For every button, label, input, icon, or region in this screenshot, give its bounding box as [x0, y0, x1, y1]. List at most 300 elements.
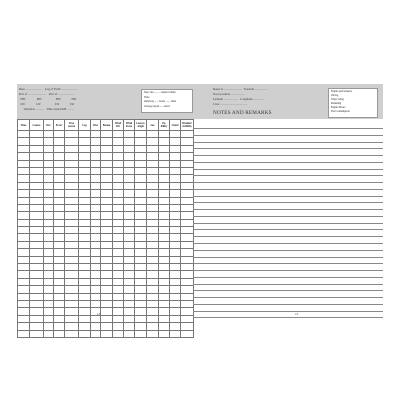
table-cell[interactable]: [147, 167, 159, 174]
table-cell[interactable]: [79, 227, 91, 234]
table-cell[interactable]: [147, 330, 159, 337]
table-cell[interactable]: [44, 167, 54, 174]
table-cell[interactable]: [113, 241, 124, 248]
table-cell[interactable]: [113, 197, 124, 204]
table-cell[interactable]: [135, 256, 147, 263]
table-cell[interactable]: [181, 256, 194, 263]
table-cell[interactable]: [170, 182, 181, 189]
table-cell[interactable]: [181, 234, 194, 241]
table-cell[interactable]: [30, 212, 44, 219]
table-cell[interactable]: [159, 197, 170, 204]
table-cell[interactable]: [147, 160, 159, 167]
notes-line[interactable]: [193, 264, 383, 271]
table-cell[interactable]: [147, 204, 159, 211]
table-cell[interactable]: [113, 219, 124, 226]
table-cell[interactable]: [54, 308, 65, 315]
table-cell[interactable]: [65, 286, 79, 293]
table-cell[interactable]: [147, 300, 159, 307]
table-cell[interactable]: [181, 167, 194, 174]
table-cell[interactable]: [54, 256, 65, 263]
table-cell[interactable]: [135, 160, 147, 167]
table-cell[interactable]: [79, 197, 91, 204]
table-cell[interactable]: [181, 286, 194, 293]
table-cell[interactable]: [18, 249, 30, 256]
table-cell[interactable]: [54, 278, 65, 285]
table-cell[interactable]: [79, 264, 91, 271]
table-cell[interactable]: [135, 241, 147, 248]
table-cell[interactable]: [170, 234, 181, 241]
table-cell[interactable]: [181, 197, 194, 204]
table-cell[interactable]: [79, 293, 91, 300]
table-cell[interactable]: [18, 145, 30, 152]
table-cell[interactable]: [124, 271, 135, 278]
table-cell[interactable]: [18, 190, 30, 197]
table-cell[interactable]: [147, 249, 159, 256]
table-cell[interactable]: [170, 330, 181, 337]
table-cell[interactable]: [101, 131, 113, 138]
table-cell[interactable]: [65, 300, 79, 307]
table-cell[interactable]: [79, 256, 91, 263]
table-cell[interactable]: [101, 278, 113, 285]
table-cell[interactable]: [124, 182, 135, 189]
table-cell[interactable]: [124, 160, 135, 167]
table-cell[interactable]: [147, 212, 159, 219]
table-cell[interactable]: [18, 315, 30, 322]
table-cell[interactable]: [147, 264, 159, 271]
table-cell[interactable]: [135, 323, 147, 330]
table-cell[interactable]: [79, 204, 91, 211]
table-cell[interactable]: [54, 138, 65, 145]
table-cell[interactable]: [147, 190, 159, 197]
table-cell[interactable]: [91, 204, 101, 211]
table-cell[interactable]: [18, 330, 30, 337]
table-cell[interactable]: [170, 227, 181, 234]
notes-line[interactable]: [193, 278, 383, 285]
table-cell[interactable]: [113, 182, 124, 189]
table-cell[interactable]: [101, 308, 113, 315]
table-cell[interactable]: [159, 300, 170, 307]
table-cell[interactable]: [79, 138, 91, 145]
table-cell[interactable]: [159, 131, 170, 138]
table-cell[interactable]: [79, 212, 91, 219]
table-cell[interactable]: [159, 234, 170, 241]
table-cell[interactable]: [147, 308, 159, 315]
table-cell[interactable]: [181, 227, 194, 234]
table-cell[interactable]: [54, 286, 65, 293]
table-cell[interactable]: [65, 167, 79, 174]
table-cell[interactable]: [30, 145, 44, 152]
table-cell[interactable]: [135, 234, 147, 241]
table-cell[interactable]: [135, 182, 147, 189]
table-cell[interactable]: [170, 219, 181, 226]
table-cell[interactable]: [159, 153, 170, 160]
table-cell[interactable]: [124, 300, 135, 307]
table-cell[interactable]: [135, 197, 147, 204]
table-cell[interactable]: [170, 278, 181, 285]
table-cell[interactable]: [91, 182, 101, 189]
table-cell[interactable]: [113, 153, 124, 160]
table-cell[interactable]: [159, 323, 170, 330]
table-cell[interactable]: [113, 330, 124, 337]
table-cell[interactable]: [147, 175, 159, 182]
table-cell[interactable]: [135, 330, 147, 337]
table-cell[interactable]: [147, 241, 159, 248]
table-cell[interactable]: [54, 300, 65, 307]
table-cell[interactable]: [91, 323, 101, 330]
table-cell[interactable]: [91, 175, 101, 182]
table-cell[interactable]: [124, 197, 135, 204]
table-cell[interactable]: [135, 190, 147, 197]
table-cell[interactable]: [113, 308, 124, 315]
table-cell[interactable]: [44, 227, 54, 234]
table-cell[interactable]: [181, 190, 194, 197]
table-cell[interactable]: [124, 227, 135, 234]
table-cell[interactable]: [65, 212, 79, 219]
table-cell[interactable]: [181, 249, 194, 256]
table-cell[interactable]: [91, 256, 101, 263]
table-cell[interactable]: [124, 278, 135, 285]
table-cell[interactable]: [135, 308, 147, 315]
table-cell[interactable]: [135, 212, 147, 219]
table-cell[interactable]: [170, 131, 181, 138]
table-cell[interactable]: [147, 286, 159, 293]
table-cell[interactable]: [101, 323, 113, 330]
table-cell[interactable]: [113, 264, 124, 271]
table-cell[interactable]: [135, 219, 147, 226]
table-cell[interactable]: [30, 249, 44, 256]
table-cell[interactable]: [124, 234, 135, 241]
table-cell[interactable]: [18, 323, 30, 330]
table-cell[interactable]: [147, 219, 159, 226]
table-cell[interactable]: [159, 145, 170, 152]
table-cell[interactable]: [124, 190, 135, 197]
table-cell[interactable]: [101, 256, 113, 263]
table-cell[interactable]: [79, 131, 91, 138]
table-cell[interactable]: [91, 286, 101, 293]
table-cell[interactable]: [54, 293, 65, 300]
table-cell[interactable]: [135, 138, 147, 145]
table-cell[interactable]: [44, 271, 54, 278]
table-cell[interactable]: [54, 212, 65, 219]
table-cell[interactable]: [54, 197, 65, 204]
table-cell[interactable]: [65, 271, 79, 278]
table-cell[interactable]: [135, 227, 147, 234]
notes-line[interactable]: [193, 298, 383, 305]
table-cell[interactable]: [79, 241, 91, 248]
table-cell[interactable]: [101, 219, 113, 226]
table-cell[interactable]: [101, 234, 113, 241]
table-cell[interactable]: [181, 212, 194, 219]
table-cell[interactable]: [101, 286, 113, 293]
table-cell[interactable]: [159, 293, 170, 300]
table-cell[interactable]: [30, 300, 44, 307]
table-cell[interactable]: [79, 300, 91, 307]
table-cell[interactable]: [181, 330, 194, 337]
table-cell[interactable]: [18, 182, 30, 189]
table-cell[interactable]: [101, 227, 113, 234]
notes-line[interactable]: [193, 183, 383, 190]
table-cell[interactable]: [54, 323, 65, 330]
table-cell[interactable]: [30, 138, 44, 145]
table-cell[interactable]: [159, 182, 170, 189]
table-cell[interactable]: [159, 212, 170, 219]
table-cell[interactable]: [101, 175, 113, 182]
table-cell[interactable]: [30, 204, 44, 211]
table-cell[interactable]: [18, 234, 30, 241]
table-cell[interactable]: [147, 138, 159, 145]
table-cell[interactable]: [30, 323, 44, 330]
table-cell[interactable]: [101, 160, 113, 167]
table-cell[interactable]: [44, 256, 54, 263]
table-cell[interactable]: [54, 190, 65, 197]
table-cell[interactable]: [30, 330, 44, 337]
notes-line[interactable]: [193, 251, 383, 258]
table-cell[interactable]: [147, 271, 159, 278]
table-cell[interactable]: [159, 278, 170, 285]
table-cell[interactable]: [18, 271, 30, 278]
table-cell[interactable]: [170, 153, 181, 160]
table-cell[interactable]: [159, 167, 170, 174]
table-cell[interactable]: [135, 315, 147, 322]
notes-line[interactable]: [193, 285, 383, 292]
table-cell[interactable]: [44, 182, 54, 189]
table-cell[interactable]: [18, 204, 30, 211]
table-cell[interactable]: [101, 182, 113, 189]
table-cell[interactable]: [79, 234, 91, 241]
table-cell[interactable]: [113, 293, 124, 300]
table-cell[interactable]: [30, 182, 44, 189]
table-cell[interactable]: [65, 323, 79, 330]
table-cell[interactable]: [91, 212, 101, 219]
notes-line[interactable]: [193, 170, 383, 177]
table-cell[interactable]: [54, 271, 65, 278]
table-cell[interactable]: [181, 308, 194, 315]
table-cell[interactable]: [44, 249, 54, 256]
table-cell[interactable]: [124, 264, 135, 271]
table-cell[interactable]: [113, 227, 124, 234]
table-cell[interactable]: [147, 234, 159, 241]
table-cell[interactable]: [65, 138, 79, 145]
notes-line[interactable]: [193, 149, 383, 156]
table-cell[interactable]: [170, 204, 181, 211]
table-cell[interactable]: [113, 315, 124, 322]
table-cell[interactable]: [159, 160, 170, 167]
table-cell[interactable]: [91, 153, 101, 160]
table-cell[interactable]: [113, 131, 124, 138]
table-cell[interactable]: [170, 315, 181, 322]
notes-line[interactable]: [193, 217, 383, 224]
table-cell[interactable]: [18, 219, 30, 226]
table-cell[interactable]: [135, 264, 147, 271]
table-cell[interactable]: [18, 286, 30, 293]
table-cell[interactable]: [44, 323, 54, 330]
table-cell[interactable]: [170, 264, 181, 271]
table-cell[interactable]: [65, 256, 79, 263]
table-cell[interactable]: [113, 278, 124, 285]
table-cell[interactable]: [30, 219, 44, 226]
table-cell[interactable]: [65, 153, 79, 160]
table-cell[interactable]: [65, 293, 79, 300]
table-cell[interactable]: [181, 219, 194, 226]
table-cell[interactable]: [18, 153, 30, 160]
table-cell[interactable]: [54, 330, 65, 337]
table-cell[interactable]: [91, 271, 101, 278]
table-cell[interactable]: [54, 264, 65, 271]
table-cell[interactable]: [135, 153, 147, 160]
table-cell[interactable]: [159, 315, 170, 322]
table-cell[interactable]: [18, 308, 30, 315]
table-cell[interactable]: [44, 286, 54, 293]
table-cell[interactable]: [44, 300, 54, 307]
table-cell[interactable]: [44, 204, 54, 211]
table-cell[interactable]: [181, 300, 194, 307]
table-cell[interactable]: [30, 264, 44, 271]
table-cell[interactable]: [65, 182, 79, 189]
table-cell[interactable]: [181, 315, 194, 322]
table-cell[interactable]: [170, 197, 181, 204]
table-cell[interactable]: [124, 256, 135, 263]
notes-line[interactable]: [193, 203, 383, 210]
table-cell[interactable]: [170, 241, 181, 248]
table-cell[interactable]: [101, 138, 113, 145]
table-cell[interactable]: [124, 241, 135, 248]
table-cell[interactable]: [147, 256, 159, 263]
table-cell[interactable]: [124, 293, 135, 300]
table-cell[interactable]: [79, 330, 91, 337]
table-cell[interactable]: [113, 160, 124, 167]
table-cell[interactable]: [147, 182, 159, 189]
table-cell[interactable]: [18, 160, 30, 167]
table-cell[interactable]: [44, 308, 54, 315]
table-cell[interactable]: [135, 249, 147, 256]
table-cell[interactable]: [65, 308, 79, 315]
table-cell[interactable]: [170, 323, 181, 330]
table-cell[interactable]: [54, 131, 65, 138]
table-cell[interactable]: [147, 145, 159, 152]
table-cell[interactable]: [181, 204, 194, 211]
table-cell[interactable]: [65, 160, 79, 167]
table-cell[interactable]: [65, 249, 79, 256]
notes-line[interactable]: [193, 291, 383, 298]
table-cell[interactable]: [65, 278, 79, 285]
table-cell[interactable]: [124, 175, 135, 182]
table-cell[interactable]: [181, 323, 194, 330]
table-cell[interactable]: [79, 190, 91, 197]
table-cell[interactable]: [135, 175, 147, 182]
table-cell[interactable]: [181, 241, 194, 248]
notes-line[interactable]: [193, 176, 383, 183]
table-cell[interactable]: [147, 131, 159, 138]
table-cell[interactable]: [159, 241, 170, 248]
table-cell[interactable]: [113, 175, 124, 182]
table-cell[interactable]: [91, 249, 101, 256]
table-cell[interactable]: [159, 190, 170, 197]
table-cell[interactable]: [124, 138, 135, 145]
table-cell[interactable]: [54, 219, 65, 226]
notes-line[interactable]: [193, 312, 383, 319]
table-cell[interactable]: [101, 190, 113, 197]
table-cell[interactable]: [147, 197, 159, 204]
notes-line[interactable]: [193, 119, 383, 129]
table-cell[interactable]: [30, 227, 44, 234]
table-cell[interactable]: [181, 145, 194, 152]
table-cell[interactable]: [30, 131, 44, 138]
table-cell[interactable]: [18, 175, 30, 182]
table-cell[interactable]: [91, 241, 101, 248]
table-cell[interactable]: [170, 286, 181, 293]
table-cell[interactable]: [124, 330, 135, 337]
table-cell[interactable]: [147, 227, 159, 234]
table-cell[interactable]: [124, 323, 135, 330]
table-cell[interactable]: [44, 190, 54, 197]
notes-line[interactable]: [193, 244, 383, 251]
table-cell[interactable]: [135, 271, 147, 278]
notes-line[interactable]: [193, 224, 383, 231]
table-cell[interactable]: [159, 249, 170, 256]
table-cell[interactable]: [30, 315, 44, 322]
table-cell[interactable]: [18, 278, 30, 285]
table-cell[interactable]: [170, 293, 181, 300]
table-cell[interactable]: [30, 271, 44, 278]
table-cell[interactable]: [54, 249, 65, 256]
table-cell[interactable]: [30, 308, 44, 315]
table-cell[interactable]: [54, 153, 65, 160]
table-cell[interactable]: [101, 204, 113, 211]
table-cell[interactable]: [44, 131, 54, 138]
table-cell[interactable]: [54, 227, 65, 234]
table-cell[interactable]: [170, 160, 181, 167]
table-cell[interactable]: [181, 160, 194, 167]
table-cell[interactable]: [113, 249, 124, 256]
table-cell[interactable]: [135, 278, 147, 285]
table-cell[interactable]: [181, 264, 194, 271]
notes-line[interactable]: [193, 230, 383, 237]
table-cell[interactable]: [159, 308, 170, 315]
table-cell[interactable]: [54, 234, 65, 241]
table-cell[interactable]: [91, 300, 101, 307]
table-cell[interactable]: [54, 241, 65, 248]
table-cell[interactable]: [91, 278, 101, 285]
table-cell[interactable]: [65, 315, 79, 322]
table-cell[interactable]: [79, 278, 91, 285]
table-cell[interactable]: [181, 293, 194, 300]
table-cell[interactable]: [65, 330, 79, 337]
table-cell[interactable]: [124, 249, 135, 256]
table-cell[interactable]: [170, 300, 181, 307]
notes-line[interactable]: [193, 210, 383, 217]
table-cell[interactable]: [54, 204, 65, 211]
table-cell[interactable]: [124, 167, 135, 174]
table-cell[interactable]: [170, 145, 181, 152]
table-cell[interactable]: [54, 315, 65, 322]
table-cell[interactable]: [113, 300, 124, 307]
table-cell[interactable]: [101, 293, 113, 300]
table-cell[interactable]: [113, 286, 124, 293]
table-cell[interactable]: [30, 153, 44, 160]
notes-line[interactable]: [193, 305, 383, 312]
table-cell[interactable]: [44, 241, 54, 248]
table-cell[interactable]: [181, 278, 194, 285]
table-cell[interactable]: [18, 241, 30, 248]
notes-line[interactable]: [193, 237, 383, 244]
table-cell[interactable]: [91, 190, 101, 197]
table-cell[interactable]: [91, 167, 101, 174]
table-cell[interactable]: [44, 293, 54, 300]
table-cell[interactable]: [65, 131, 79, 138]
table-cell[interactable]: [44, 219, 54, 226]
table-cell[interactable]: [44, 175, 54, 182]
table-cell[interactable]: [65, 227, 79, 234]
